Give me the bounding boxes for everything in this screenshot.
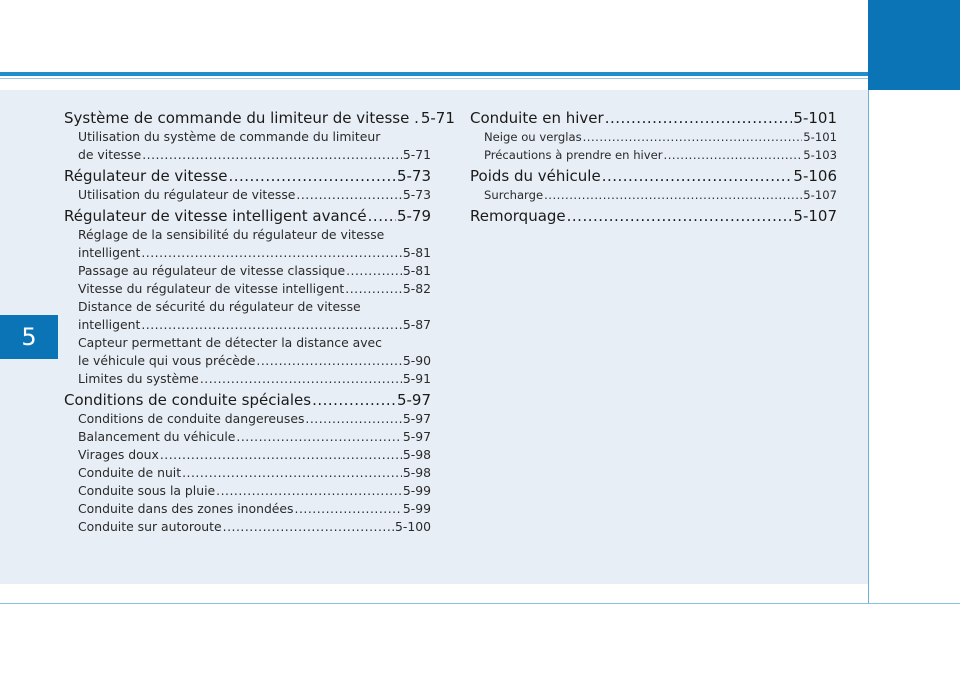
toc-subsection-entry (78, 410, 431, 428)
toc-section-page: 5-97 (396, 391, 431, 409)
toc-subsection-entry-page: 5-81 (402, 245, 431, 260)
toc-subsection-entry-title: Conditions de conduite dangereuses (78, 411, 305, 426)
toc-subsection[interactable] (470, 128, 837, 146)
footer-rule (0, 603, 960, 604)
toc-subsection-entry-page: 5-99 (402, 483, 431, 498)
toc-subsection-entry (484, 186, 837, 204)
toc-subsection[interactable] (64, 500, 431, 518)
toc-subsection-entry-title: Conduite dans des zones inondées (78, 501, 294, 516)
toc-section[interactable] (64, 108, 455, 128)
toc-section-page: 5-73 (396, 167, 431, 185)
toc-subsection-entry (78, 446, 431, 464)
dot-leader (141, 244, 402, 262)
toc-section[interactable] (470, 108, 837, 128)
toc-subsection-entry (78, 352, 431, 370)
toc-subsection-entry-title: Passage au régulateur de vitesse classique (78, 263, 346, 278)
toc-subsection-entry-title: intelligent (78, 245, 141, 260)
toc-section[interactable] (470, 206, 837, 226)
dot-leader (182, 464, 402, 482)
toc-subsection-entry-page: 5-71 (402, 147, 431, 162)
dot-leader (544, 186, 802, 204)
dot-leader (567, 206, 793, 226)
dot-leader (200, 370, 402, 388)
toc-subsection-entry-title: Précautions à prendre en hiver (484, 148, 663, 162)
toc-subsection-entry (78, 280, 431, 298)
toc-subsection-entry (78, 500, 431, 518)
toc-subsection-entry-title: Conduite de nuit (78, 465, 182, 480)
toc-subsection-entry-page: 5-107 (803, 188, 837, 202)
toc-subsection[interactable] (64, 370, 431, 388)
toc-subsection-entry-title: Limites du système (78, 371, 199, 386)
toc-subsection-entry (78, 262, 431, 280)
dot-leader (141, 316, 402, 334)
toc-subsection-entry-page: 5-90 (402, 353, 431, 368)
toc-subsection-entry-page: 5-103 (803, 148, 837, 162)
toc-subsection[interactable] (64, 428, 431, 446)
toc-subsection-entry-page: 5-81 (402, 263, 431, 278)
header-rule (0, 72, 868, 76)
toc-section[interactable] (64, 206, 431, 226)
toc-subsection[interactable] (64, 518, 431, 536)
toc-subsection[interactable] (64, 464, 431, 482)
chapter-tab (868, 0, 960, 90)
dot-leader (142, 146, 402, 164)
toc-subsection-entry-title: Virages doux (78, 447, 159, 462)
toc-subsection-entry-title: Neige ou verglas (484, 130, 582, 144)
toc-section-page: 5-106 (793, 167, 837, 185)
toc-column-left (64, 108, 455, 536)
toc-subsection-title-line: Capteur permettant de détecter la distance avec (78, 335, 382, 350)
toc-subsection[interactable] (64, 280, 431, 298)
toc-section[interactable] (470, 166, 837, 186)
toc-section-title: Conditions de conduite spéciales (64, 391, 312, 409)
toc-subsection-entry (78, 244, 431, 262)
dot-leader (228, 166, 396, 186)
side-divider (868, 90, 869, 603)
toc-subsection-title-line: Réglage de la sensibilité du régulateur de vitesse (78, 227, 385, 242)
toc-subsection-entry (78, 370, 431, 388)
toc-subsection-entry-page: 5-97 (402, 429, 431, 444)
toc-section-title: Régulateur de vitesse intelligent avancé (64, 207, 367, 225)
toc-subsection-title-line: Distance de sécurité du régulateur de vitesse (78, 299, 361, 314)
toc-subsection[interactable] (64, 446, 431, 464)
header-rule-thin (0, 78, 868, 79)
toc-subsection-entry (78, 428, 431, 446)
toc-subsection-entry-page: 5-82 (402, 281, 431, 296)
toc-section-title: Conduite en hiver (470, 109, 604, 127)
toc-subsection-entry (78, 316, 431, 334)
toc-subsection-entry-title: intelligent (78, 317, 141, 332)
toc-section-title: Poids du véhicule (470, 167, 601, 185)
toc-subsection-entry-page: 5-101 (803, 130, 837, 144)
toc-subsection-entry-title: de vitesse (78, 147, 142, 162)
toc-subsection[interactable] (64, 298, 431, 334)
toc-subsection-entry-title: Vitesse du régulateur de vitesse intelligent (78, 281, 345, 296)
dot-leader (305, 410, 401, 428)
toc-subsection-entry (78, 464, 431, 482)
toc-subsection[interactable] (64, 334, 431, 370)
toc-subsection-entry (78, 186, 431, 204)
chapter-number-badge: 5 (0, 315, 58, 359)
toc-subsection-entry-page: 5-100 (394, 519, 431, 534)
dot-leader (296, 186, 401, 204)
toc-subsection-entry-page: 5-98 (402, 465, 431, 480)
toc-subsection-entry (484, 146, 837, 164)
dot-leader (223, 518, 394, 536)
toc-section-page: 5-101 (793, 109, 837, 127)
toc-section-title: Système de commande du limiteur de vitesse . (64, 109, 419, 127)
dot-leader (160, 446, 402, 464)
toc-section[interactable] (64, 390, 431, 410)
toc-subsection-entry-title: le véhicule qui vous précède (78, 353, 256, 368)
dot-leader (236, 428, 401, 446)
toc-subsection[interactable] (470, 146, 837, 164)
dot-leader (216, 482, 402, 500)
dot-leader (368, 206, 396, 226)
toc-subsection-entry (78, 518, 431, 536)
dot-leader (312, 390, 396, 410)
toc-column-right (470, 108, 837, 226)
dot-leader (256, 352, 401, 370)
toc-subsection[interactable] (64, 410, 431, 428)
dot-leader (664, 146, 803, 164)
toc-section[interactable] (64, 166, 431, 186)
toc-subsection-entry-title: Surcharge (484, 188, 544, 202)
toc-subsection-entry-title: Conduite sur autoroute (78, 519, 222, 534)
dot-leader (583, 128, 803, 146)
dot-leader (346, 262, 402, 280)
toc-subsection[interactable] (64, 482, 431, 500)
toc-subsection-entry-page: 5-91 (402, 371, 431, 386)
toc-subsection-entry-page: 5-73 (402, 187, 431, 202)
dot-leader (602, 166, 793, 186)
toc-subsection-entry (78, 482, 431, 500)
toc-subsection-entry-title: Conduite sous la pluie (78, 483, 216, 498)
toc-subsection-entry-page: 5-98 (402, 447, 431, 462)
toc-subsection[interactable] (470, 186, 837, 204)
toc-subsection[interactable] (64, 262, 431, 280)
toc-section-title: Remorquage (470, 207, 566, 225)
toc-section-page: 5-71 (420, 109, 455, 127)
toc-section-page: 5-107 (793, 207, 837, 225)
toc-subsection-entry-title: Utilisation du régulateur de vitesse (78, 187, 296, 202)
toc-section-page: 5-79 (396, 207, 431, 225)
toc-subsection[interactable] (64, 226, 431, 262)
toc-subsection-entry-page: 5-87 (402, 317, 431, 332)
toc-subsection-title-line: Utilisation du système de commande du limiteur (78, 129, 381, 144)
toc-subsection-entry (78, 146, 431, 164)
toc-subsection-entry-title: Balancement du véhicule (78, 429, 236, 444)
dot-leader (295, 500, 402, 518)
toc-section-title: Régulateur de vitesse (64, 167, 228, 185)
toc-subsection-entry-page: 5-99 (402, 501, 431, 516)
dot-leader (345, 280, 402, 298)
toc-subsection[interactable] (64, 186, 431, 204)
toc-subsection-entry (484, 128, 837, 146)
toc-subsection-entry-page: 5-97 (402, 411, 431, 426)
toc-subsection[interactable] (64, 128, 431, 164)
dot-leader (605, 108, 793, 128)
